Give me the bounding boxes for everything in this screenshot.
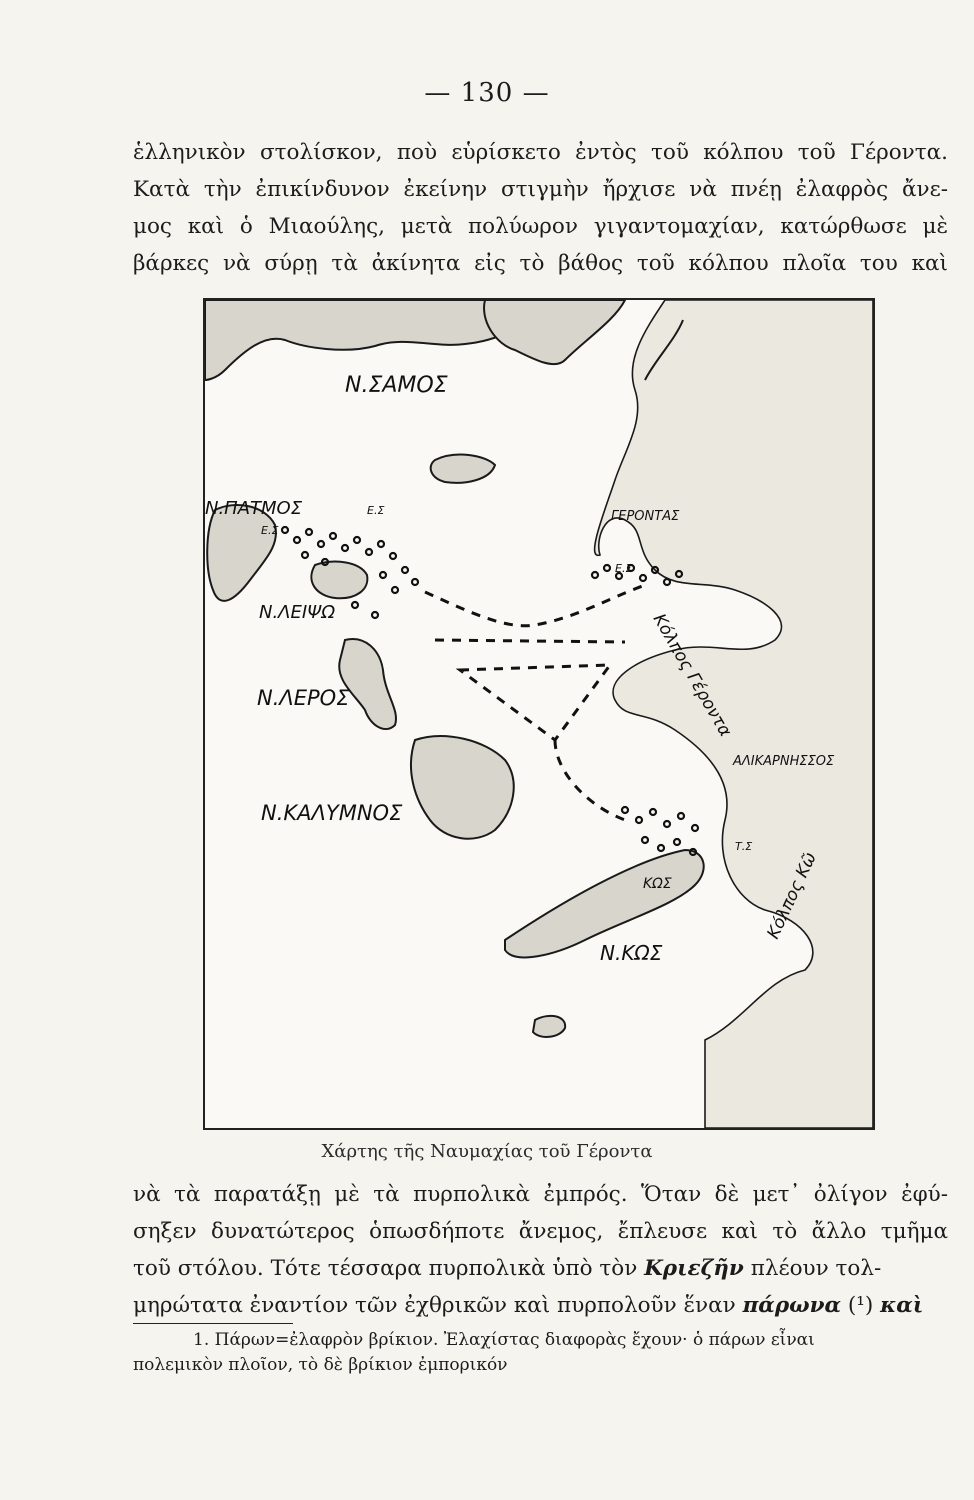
manoeuvre-line [460,665,610,740]
text-line: βάρκες νὰ σύρῃ τὰ ἀκίνητα εἰς τὸ βάθος τοῦ κόλπου πλοῖα του καὶ [133,251,948,276]
label-kos-town: ΚΩΣ [643,876,672,892]
bottom-paragraph [133,1176,948,1324]
manoeuvre-line [555,740,625,820]
footnote [133,1328,953,1378]
label-patmos: Ν.ΠΑΤΜΟΣ [205,498,303,519]
text-line: ἑλληνικὸν στολίσκον, ποὺ εὑρίσκετο ἐντὸς τοῦ κόλπου τοῦ Γέροντα. [133,140,948,165]
manoeuvre-line [435,640,625,642]
manoeuvre-line [425,585,645,626]
footnote-ref: (¹) [847,1293,874,1318]
text-line: Κατὰ τὴν ἐπικίνδυνον ἐκείνην στιγμὴν ἤρχισε νὰ πνέῃ ἐλαφρὸς ἄνε- [133,177,948,202]
name-krieziz: Κριεζῆν [644,1256,744,1281]
battle-map [203,298,875,1130]
label-halikarnassos: ΑΛΙΚΑΡΝΗΣΣΟΣ [733,754,835,769]
label-leros: Ν.ΛΕΡΟΣ [257,686,350,710]
footnote-rule [133,1323,293,1324]
text-fragment: καὶ [880,1293,924,1318]
top-paragraph [133,134,948,282]
word-paron: πάρωνα [742,1293,842,1318]
leros-island-shape [339,639,396,729]
label-ts: Τ.Σ [735,840,753,853]
samos-east-shape [484,300,625,364]
map-caption: Χάρτης τῆς Ναυμαχίας τοῦ Γέροντα [321,1141,653,1162]
text-line: σηξεν δυνατώτερος ὁπωσδήποτε ἄνεμος, ἔπλευσε καὶ τὸ ἄλλο τμῆμα [133,1219,948,1244]
label-es-2: Ε.Σ [261,524,279,537]
text-line [133,1287,948,1324]
label-samos: Ν.ΣΑΜΟΣ [345,373,448,398]
text-fragment: τοῦ στόλου. Τότε τέσσαρα πυρπολικὰ ὑπὸ τὸν [133,1256,638,1281]
patmos-island-shape [207,505,279,601]
footnote-line: 1. Πάρων=ἐλαφρὸν βρίκιον. Ἐλαχίστας διαφορὰς ἔχουν· ὁ πάρων εἶναι [193,1330,815,1350]
text-fragment: πλέουν τολ- [750,1256,882,1281]
text-line: μος καὶ ὁ Μιαούλης, μετὰ πολύωρον γιγαντομαχίαν, κατώρθωσε μὲ [133,214,948,239]
label-leipso: Ν.ΛΕΙΨΩ [259,602,336,623]
label-gulf-kos: Κόλπος Κῶ [763,849,821,943]
text-line [133,1250,948,1287]
text-fragment: μηρώτατα ἐναντίον τῶν ἐχθρικῶν καὶ πυρπολοῦν ἕναν [133,1293,736,1318]
south-islet-shape [533,1016,565,1037]
label-kos: Ν.ΚΩΣ [600,941,663,965]
footnote-line: πολεμικὸν πλοῖον, τὸ δὲ βρίκιον ἐμπορικόν [133,1355,508,1375]
page-number: — 130 — [424,78,550,108]
small-islet-shape [431,455,495,483]
label-gulf-geronta: Κόλπος Γέροντα [648,610,736,741]
map-drawing [205,300,873,1128]
mainland-coast-shape [595,300,873,1128]
label-es-3: Ε.Σ [615,562,633,575]
label-kalymnos: Ν.ΚΑΛΥΜΝΟΣ [261,801,403,825]
label-geronta: ΓΕΡΟΝΤΑΣ [611,509,680,524]
turkish-fleet-kos [622,807,698,855]
label-es-1: Ε.Σ [367,504,385,517]
text-line: νὰ τὰ παρατάξῃ μὲ τὰ πυρπολικὰ ἐμπρός. Ὅταν δὲ μετ᾽ ὀλίγον ἐφύ- [133,1182,948,1207]
kalymnos-island-shape [411,736,514,839]
leipso-island-shape [311,562,367,599]
